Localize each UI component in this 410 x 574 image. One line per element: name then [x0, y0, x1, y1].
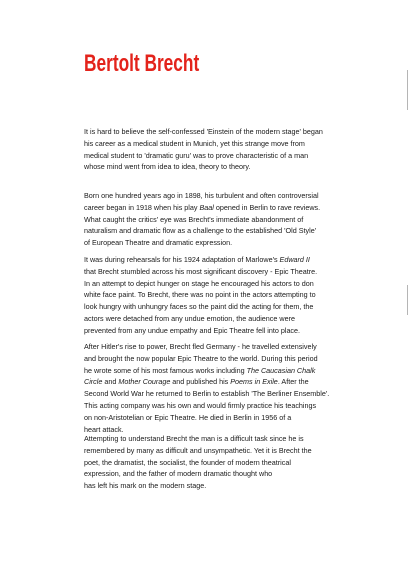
paragraph-text: that Brecht stumbled across his most significant discovery - Epic Theatre. In an attempt to depict hunger on stage he encouraged his actors to don white face paint. To Brecht, there was no point in the actors attempting to look hungry with unhungry faces so the paint did the acting for them, the actors were detached from any undue emotion, the audience were prevented from any undue empathy and Epic Theatre fell into place.	[84, 266, 318, 335]
paragraph-legacy	[84, 433, 384, 492]
paragraph-exile	[84, 341, 384, 435]
paragraph-intro	[84, 126, 384, 173]
paragraph-text: Born one hundred years ago in 1898, his turbulent and often controversial career began in 1918 when his play	[84, 191, 319, 212]
italic-title-text: Poems in Exile	[230, 377, 278, 387]
italic-title-text: Mother Courage	[118, 377, 171, 387]
paragraph-text: and published his	[170, 377, 231, 387]
paragraph-epic-theatre	[84, 254, 384, 337]
italic-title-text: Edward II	[279, 255, 310, 264]
paragraph-text: and	[102, 377, 119, 387]
scan-edge-mark	[407, 70, 408, 110]
italic-title-text: Baal	[199, 202, 214, 212]
paragraph-text: After Hitler's rise to power, Brecht fled Germany - he travelled extensively and brought the now popular Epic Theatre to the world. During this period he wrote some of his most famous works including	[84, 342, 318, 375]
paragraph-text: Attempting to understand Brecht the man is a difficult task since he is remembered by many as difficult and unsympathetic. Yet it is Brecht the poet, the dramatist, the socialist, the founder of modern theatrical expression, and the father of modern dramatic thought who has left his mark on the modern stage.	[84, 434, 312, 491]
scan-edge-mark	[407, 285, 408, 315]
paragraph-early-career	[84, 190, 384, 249]
paragraph-text: . After the Second World War he returned to Berlin to establish 'The Berliner Ensemble'. This acting company was his own and would firmly practice his teachings on non-Aristotelian or Epic Theatre. He died in Berlin in 1956 of a heart attack.	[84, 377, 330, 434]
page-title: Bertolt Brecht	[84, 50, 200, 77]
italic-title-text: The Caucasian Chalk Circle	[84, 365, 316, 387]
paragraph-text: It was during rehearsals for his 1924 adaptation of Marlowe's	[84, 255, 280, 264]
paragraph-text: opened in Berlin to rave reviews. What caught the critics' eye was Brecht's immediate abandonment of naturalism and dramatic flow as a challenge to the established 'Old Style' of European Theatre and dramatic expression.	[84, 202, 321, 248]
paragraph-text: It is hard to believe the self-confessed 'Einstein of the modern stage' began his career as a medical student in Munich, yet this strange move from medical student to 'dramatic guru' was to prove characteristic of a man whose mind went from idea to idea, theory to theory.	[84, 127, 323, 172]
